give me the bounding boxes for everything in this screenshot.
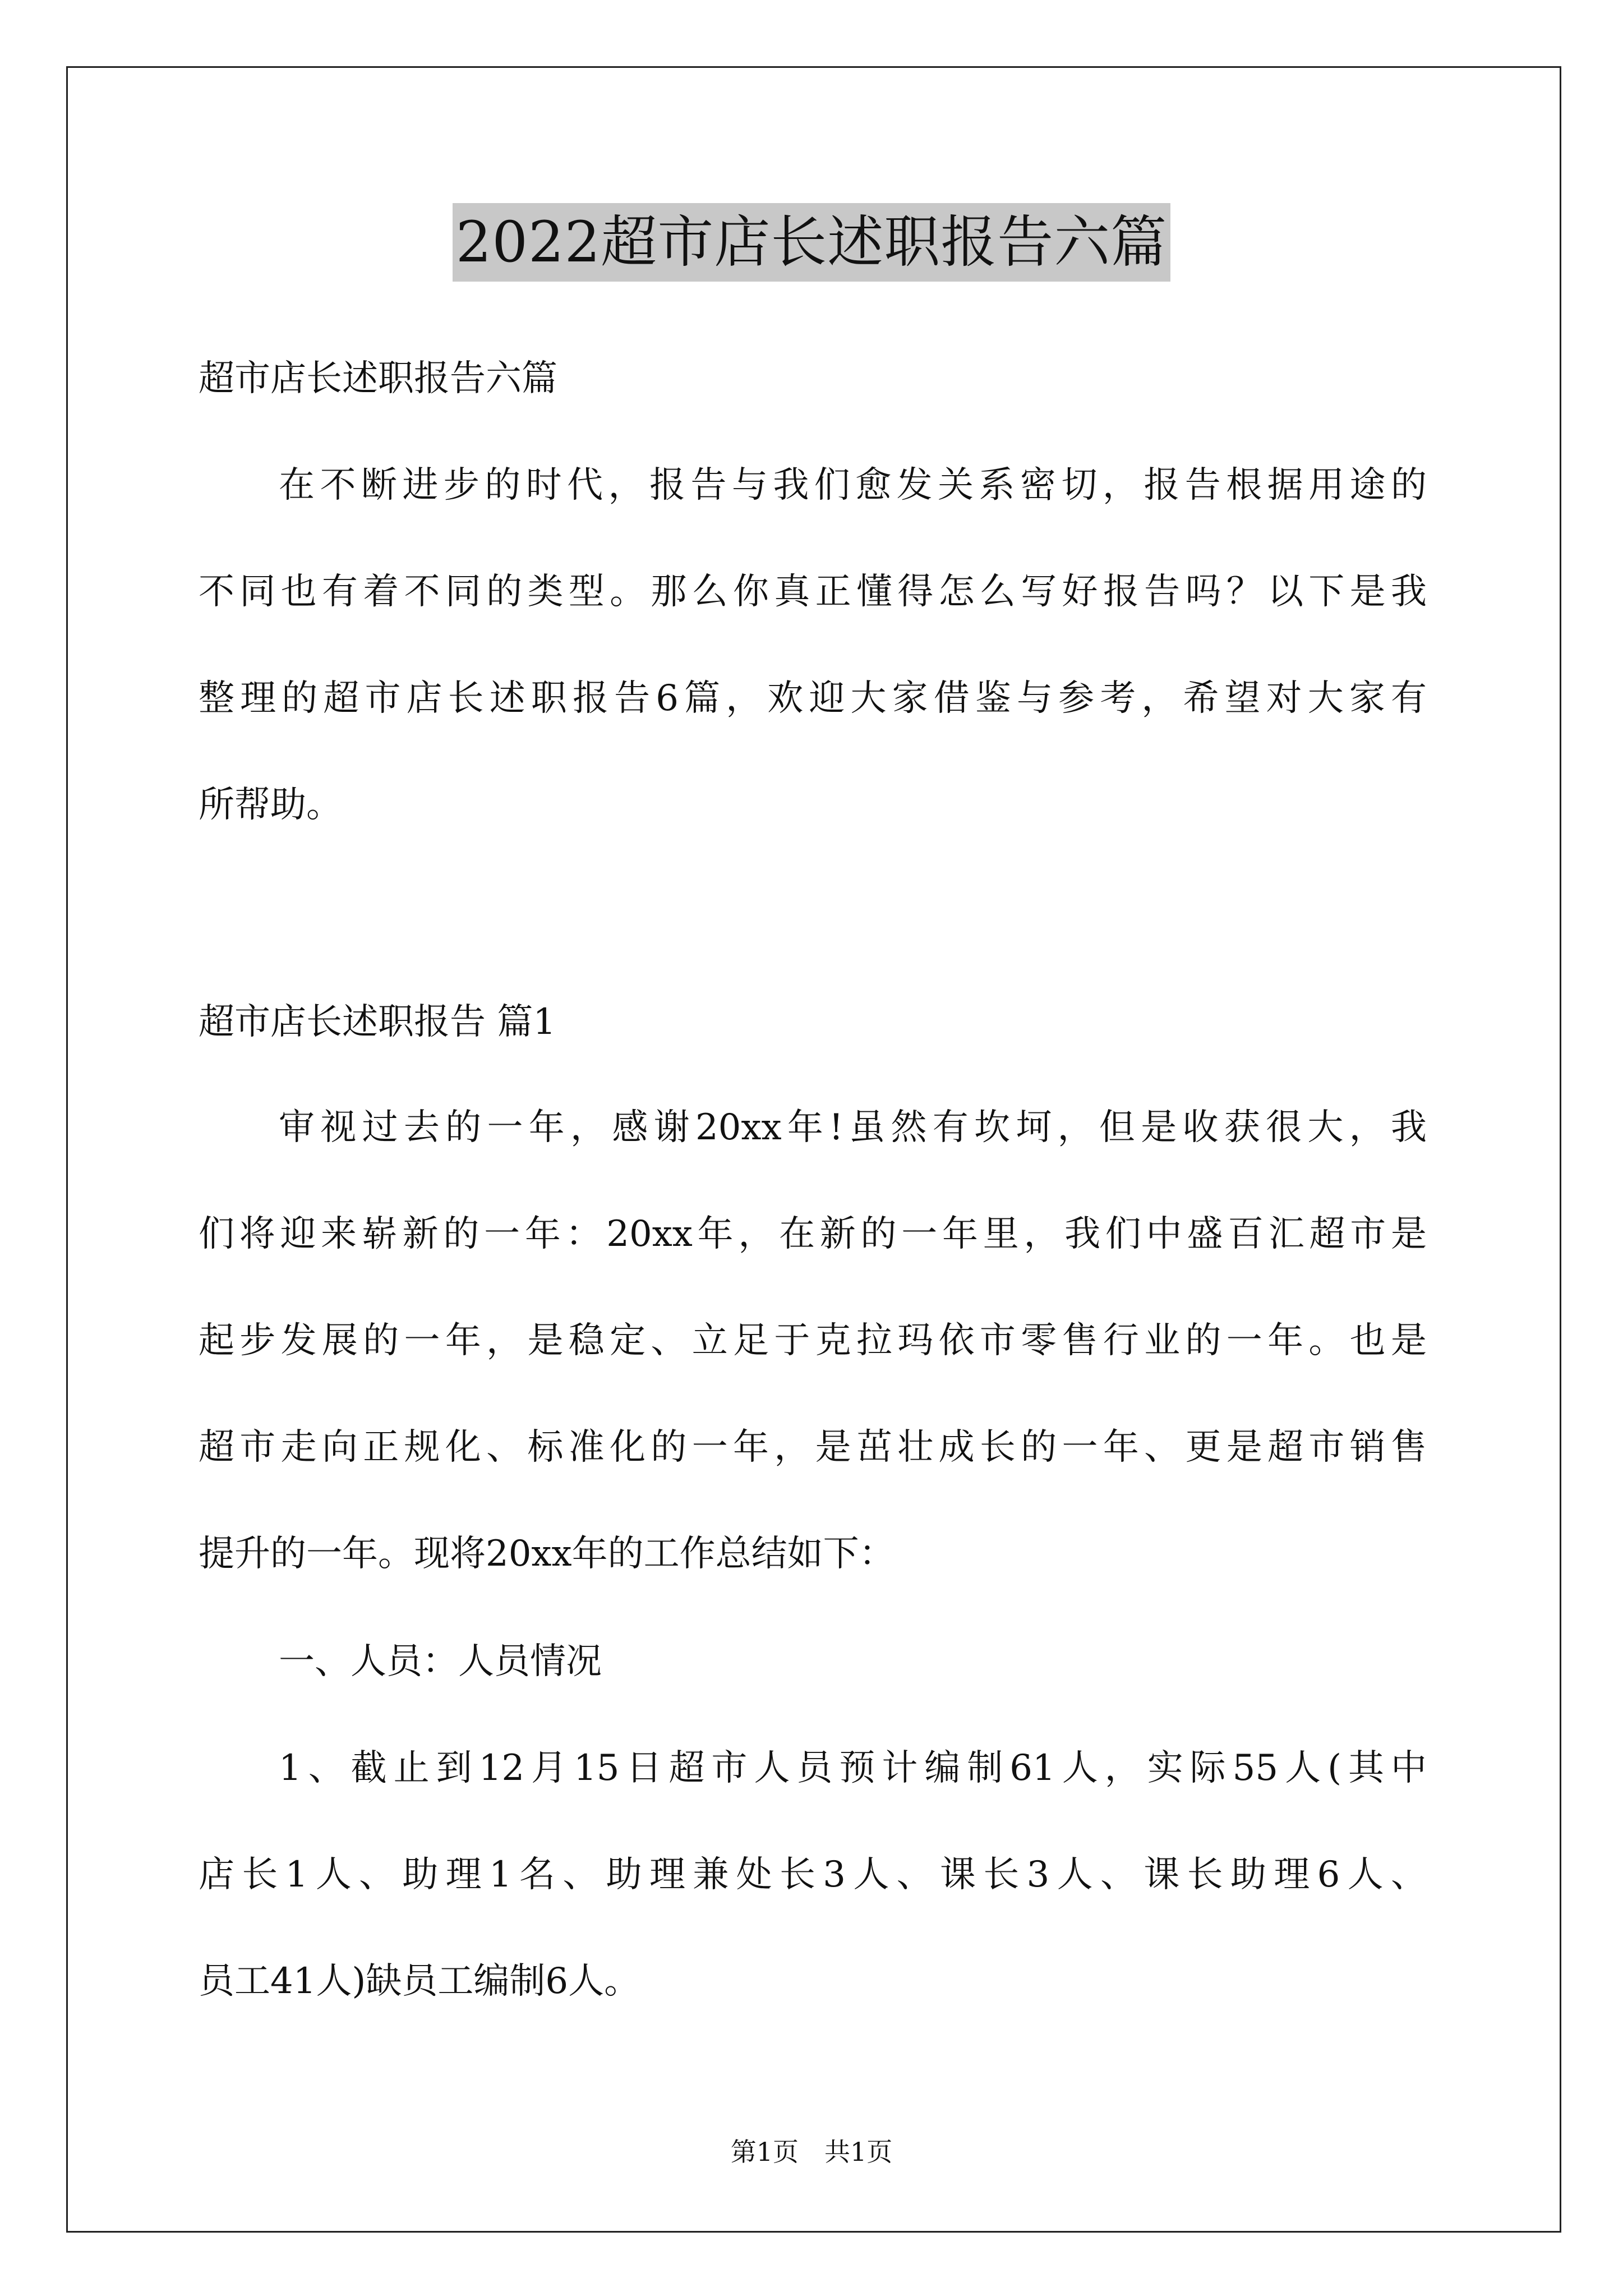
item-line-3: 员工41人)缺员工编制6人。: [199, 1961, 640, 2002]
intro-line-3: 整理的超市店长述职报告6篇，欢迎大家借鉴与参考，希望对大家有: [199, 678, 1427, 719]
section-line-2: 们将迎来崭新的一年：20xx年，在新的一年里，我们中盛百汇超市是: [199, 1213, 1427, 1255]
item-line-1: 1、截止到12月15日超市人员预计编制61人，实际55人(其中: [279, 1747, 1427, 1789]
section-line-4: 超市走向正规化、标准化的一年，是茁壮成长的一年、更是超市销售: [199, 1427, 1427, 1468]
item-heading: 一、人员：人员情况: [279, 1641, 602, 1682]
intro-line-4: 所帮助。: [199, 784, 342, 826]
intro-line-1: 在不断进步的时代，报告与我们愈发关系密切，报告根据用途的: [279, 464, 1427, 506]
intro-line-2: 不同也有着不同的类型。那么你真正懂得怎么写好报告吗？以下是我: [199, 571, 1427, 613]
section-line-1: 审视过去的一年，感谢20xx年!虽然有坎坷，但是收获很大，我: [279, 1107, 1427, 1148]
item-line-2: 店长1人、助理1名、助理兼处长3人、课长3人、课长助理6人、: [199, 1854, 1427, 1895]
document-title: 2022超市店长述职报告六篇: [453, 203, 1171, 282]
title-wrap: [0, 203, 1623, 282]
section-heading: 超市店长述职报告 篇1: [199, 1001, 556, 1043]
section-line-5: 提升的一年。现将20xx年的工作总结如下：: [199, 1533, 895, 1575]
page-footer: 第1页 共1页: [730, 2137, 893, 2167]
subtitle: 超市店长述职报告六篇: [199, 358, 557, 399]
section-line-3: 起步发展的一年，是稳定、立足于克拉玛依市零售行业的一年。也是: [199, 1320, 1427, 1361]
